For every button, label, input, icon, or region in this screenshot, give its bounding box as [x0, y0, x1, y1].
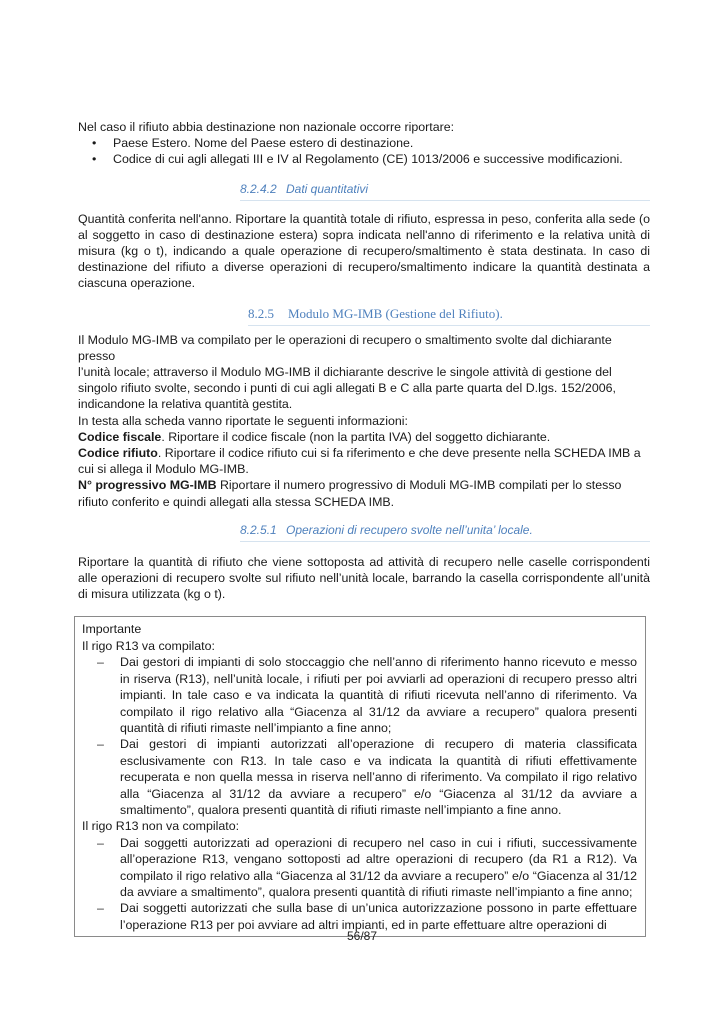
compiled-item: – Dai gestori di impianti autorizzati all’operazione di recupero di materia classificata esclusivamente con R13. In tale caso e va indicata la quantità di rifiuti effettivamente recuperata e non quella messa in riserva nell’anno di riferimento. Va compilato il rigo relativo alla “Giacenza al 31/12 da avviare a recupero” e/o “Giacenza al 31/12 da avviare a smaltimento”, qualora presenti quantità di rifiuti rimaste nell’impianto a fine anno.	[82, 736, 637, 818]
section-825-body-line: singolo rifiuto svolte, secondo i punti di cui agli allegati B e C alla parte quarta del D.lgs. 152/2006,	[78, 381, 616, 396]
field-text: . Riportare il codice rifiuto cui si fa riferimento e che deve presente nella SCHEDA IMB a cui si allega il Modulo MG-IMB.	[78, 446, 641, 477]
section-title: Modulo MG-IMB (Gestione del Rifiuto).	[288, 305, 503, 321]
section-8242-body: Quantità conferita nell'anno. Riportare la quantità totale di rifiuto, espressa in peso, conferita alla sede (o al soggetto in caso di destinazione estera) sopra indicata nell'anno di riferimento e la relativa unità di misura (kg o t), indicando a quale operazione di recupero/smaltimento è stata destinata. In caso di destinazione del rifiuto a diverse operazioni di recupero/smaltimento indicare la quantità destinata a ciascuna operazione.	[78, 211, 650, 291]
section-number: 8.2.4.2	[240, 181, 277, 196]
bullet-item: • Paese Estero. Nome del Paese estero di destinazione.	[78, 135, 650, 151]
section-heading-8242	[240, 181, 650, 201]
section-title: Dati quantitativi	[286, 181, 369, 196]
section-number: 8.2.5	[248, 305, 274, 321]
section-number: 8.2.5.1	[240, 522, 277, 537]
header-intro: In testa alla scheda vanno riportate le seguenti informazioni:	[78, 413, 408, 428]
field-text: Riportare il numero progressivo di Moduli MG-IMB compilati per lo stesso rifiuto conferito e quindi allegati alla stessa SCHEDA IMB.	[78, 478, 622, 509]
compiled-list	[82, 654, 637, 818]
page-number: 56/87	[346, 929, 378, 943]
not-compiled-list	[82, 835, 637, 933]
not-compiled-item: – Dai soggetti autorizzati che sulla base di un’unica autorizzazione possono in parte effettuare l’operazione R13 per poi avviare ad altri impianti, ed in parte effettuare altre operazioni di	[82, 900, 637, 933]
section-heading-825	[248, 306, 650, 326]
field-label: Codice rifiuto	[78, 446, 158, 461]
field-label: N° progressivo MG-IMB	[78, 478, 217, 493]
section-title: Operazioni di recupero svolte nell’unita’ locale.	[286, 522, 533, 537]
bullet-item: • Codice di cui agli allegati III e IV al Regolamento (CE) 1013/2006 e successive modificazioni.	[78, 151, 650, 167]
not-compiled-lead: Il rigo R13 non va compilato:	[82, 819, 240, 834]
field-progressivo	[78, 477, 650, 509]
compiled-lead: Il rigo R13 va compilato:	[82, 638, 215, 653]
section-825-body-line: indicandone la relativa quantità gestita.	[78, 397, 293, 412]
important-box	[74, 616, 646, 937]
compiled-item: – Dai gestori di impianti di solo stoccaggio che nell’anno di riferimento hanno ricevuto e messo in riserva (R13), nell’unità locale, i rifiuti per poi avviarli ad operazioni di recupero presso altri impianti. In tale caso e va indicata la quantità di rifiuti ricevuta nell’anno di riferimento. Va compilato il rigo relativo alla “Giacenza al 31/12 da avviare a recupero” qualora presenti quantità di rifiuti rimaste nell’impianto a fine anno;	[82, 654, 637, 736]
document-page	[78, 119, 650, 937]
section-825-body-line: Il Modulo MG-IMB va compilato per le operazioni di recupero o smaltimento svolte dal dichiarante presso	[78, 332, 612, 363]
field-codice-rifiuto	[78, 445, 650, 477]
section-825-body-line: l’unità locale; attraverso il Modulo MG-IMB il dichiarante descrive le singole attività di gestione del	[78, 365, 612, 380]
field-text: . Riportare il codice fiscale (non la partita IVA) del soggetto dichiarante.	[161, 429, 551, 444]
section-8251-body: Riportare la quantità di rifiuto che viene sottoposta ad attività di recupero nelle caselle corrispondenti alle operazioni di recupero svolte sul rifiuto nell’unità locale, barrando la casella corrispondente all’unità di misura utilizzata (kg o t).	[78, 554, 650, 602]
field-label: Codice fiscale	[78, 429, 162, 444]
not-compiled-item: – Dai soggetti autorizzati ad operazioni di recupero nel caso in cui i rifiuti, successivamente all’operazione R13, vengano sottoposti ad altre operazioni di recupero (da R1 a R12). Va compilato il rigo relativo alla “Giacenza al 31/12 da avviare a recupero” e/o “Giacenza al 31/12 da avviare a smaltimento”, qualora presenti quantità di rifiuti rimaste nell’impianto a fine anno;	[82, 835, 637, 901]
intro-lead: Nel caso il rifiuto abbia destinazione non nazionale occorre riportare:	[78, 120, 455, 134]
section-heading-8251	[240, 522, 650, 542]
field-codice-fiscale	[78, 429, 650, 445]
important-title: Importante	[82, 622, 142, 637]
intro-bullet-list	[78, 135, 650, 167]
